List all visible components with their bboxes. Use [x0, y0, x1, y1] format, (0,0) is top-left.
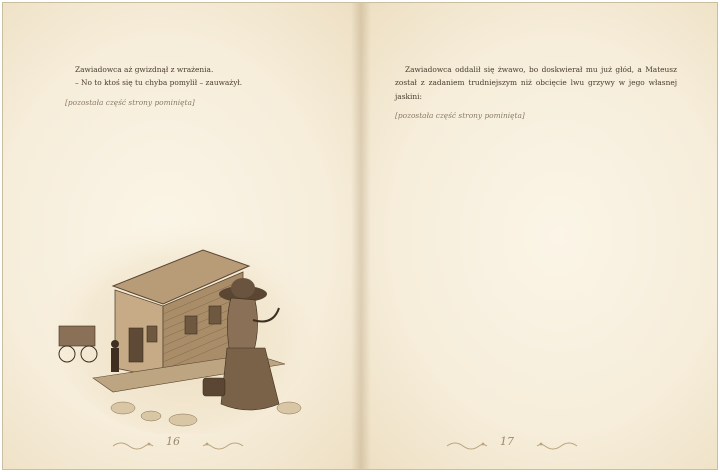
omitted-text-note: [pozostała część strony pominięta]: [65, 97, 195, 107]
right-page: [361, 3, 718, 469]
flourish-ornament-icon: [445, 439, 489, 453]
paragraph: Zawiadowca oddalił się żwawo, bo doskwierał mu już głód, a Mateusz został z zadaniem trudniejszym niż obcięcie lwu grzywy w jego własnej jaskini:: [395, 65, 677, 101]
page-number: 16: [166, 435, 180, 448]
omitted-text-note: [pozostała część strony pominięta]: [395, 111, 525, 121]
left-page: [3, 3, 361, 469]
book-spread: [2, 2, 718, 470]
paragraph: Zawiadowca aż gwizdnął z wrażenia.: [75, 65, 214, 74]
flourish-ornament-icon: [201, 439, 245, 453]
right-footer: [361, 433, 718, 455]
station-illustration: [53, 208, 313, 434]
page-number: 17: [500, 435, 514, 448]
left-page-text: [65, 63, 313, 109]
right-page-text: [395, 63, 677, 123]
left-footer: [3, 433, 361, 455]
paragraph: – No to ktoś się tu chyba pomylił – zauważył.: [75, 78, 243, 88]
flourish-ornament-icon: [535, 439, 579, 453]
flourish-ornament-icon: [111, 439, 155, 453]
book-gutter: [351, 3, 371, 469]
man-figure: [111, 340, 119, 372]
